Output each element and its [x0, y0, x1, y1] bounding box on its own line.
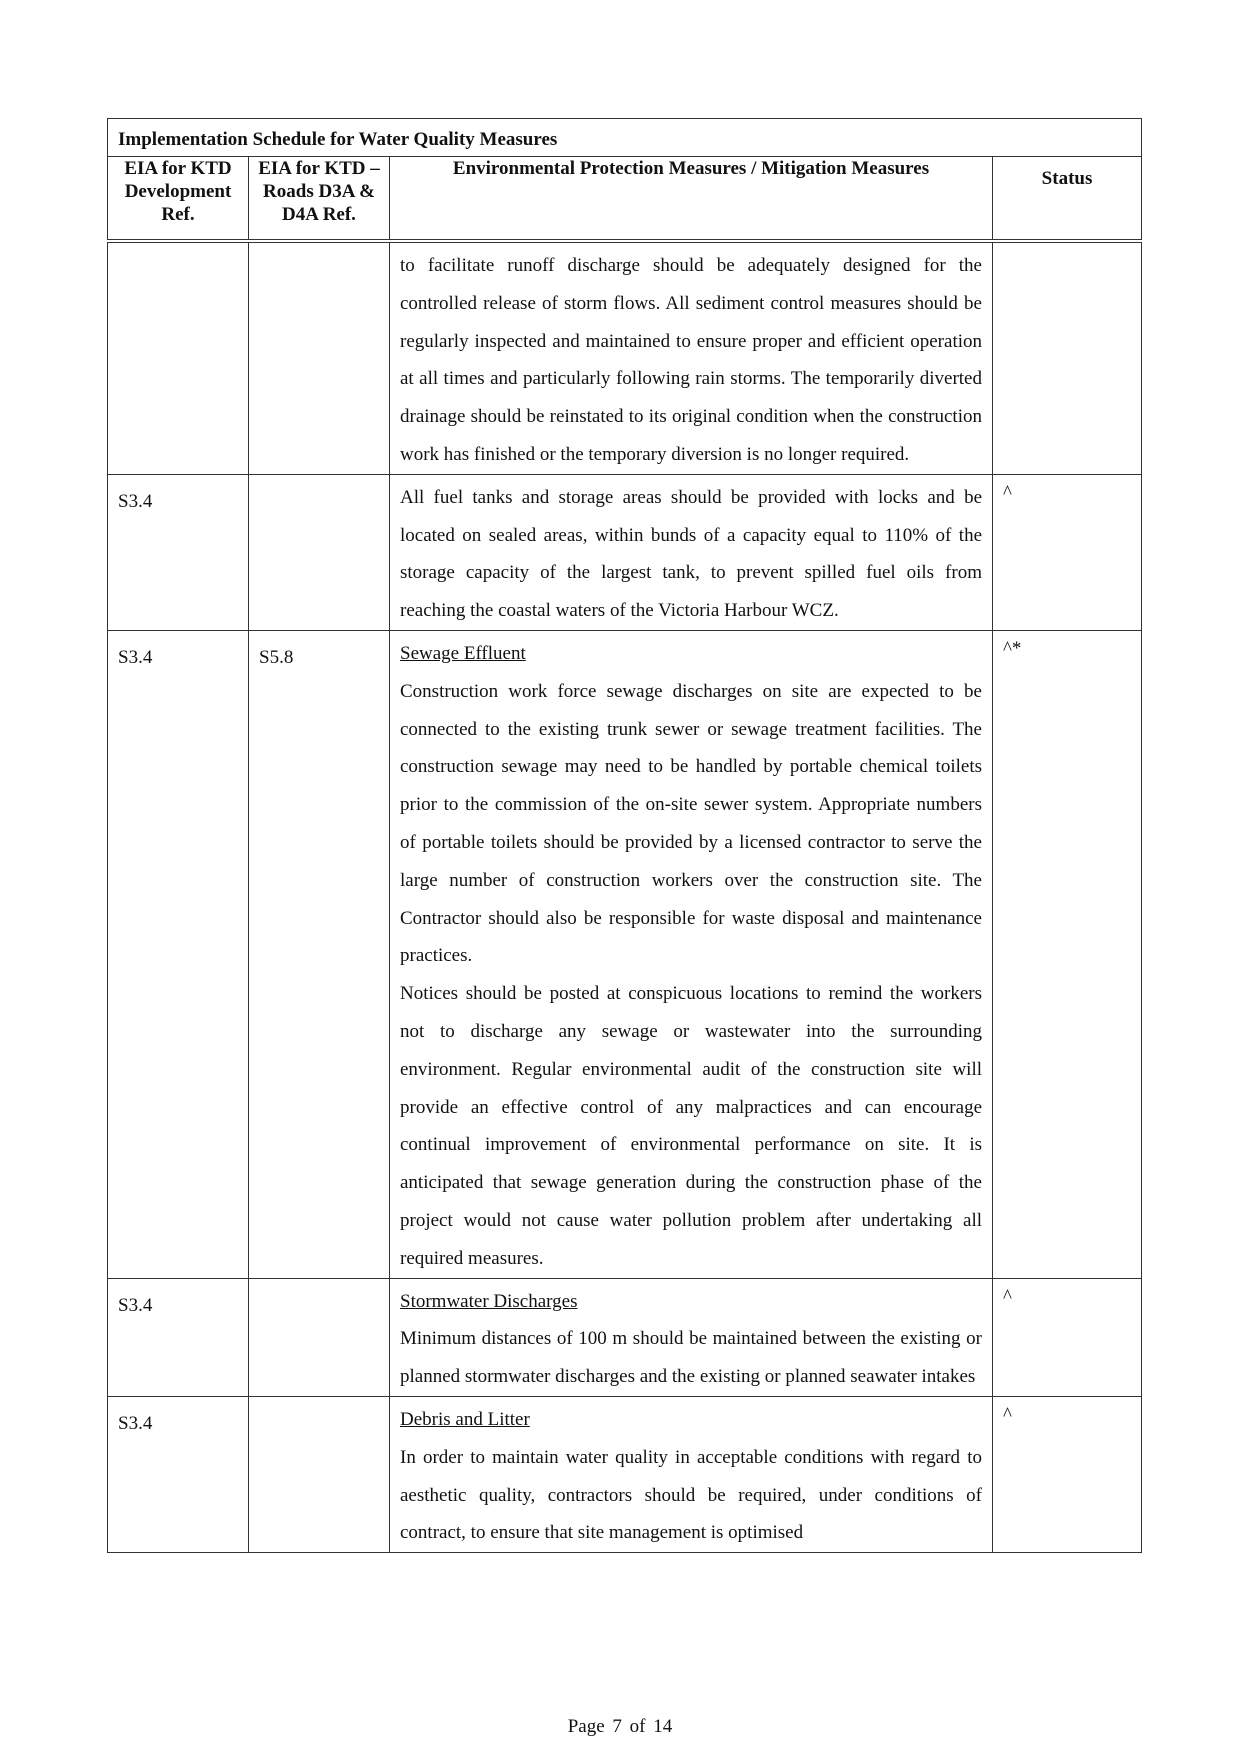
page-number: Page 7 of 14: [567, 1716, 673, 1737]
table-title: Implementation Schedule for Water Quality Measures: [108, 119, 1142, 157]
mitigation-measure-cell: [390, 1396, 993, 1552]
measure-paragraph: Notices should be posted at conspicuous locations to remind the workers not to discharge any sewage or wastewater into the surrounding environment. Regular environmental audit of the construction site will provide an effective control of any malpractices and can encourage continual improvement of environmental performance on site. It is anticipated that sewage generation during the construction phase of the project would not cause water pollution problem after undertaking all required measures.: [400, 983, 982, 1269]
ktd-development-ref-cell: S3.4: [108, 1278, 249, 1396]
mitigation-measure-cell: [390, 241, 993, 474]
implementation-schedule-table: [107, 118, 1142, 1553]
mitigation-measure-cell: [390, 630, 993, 1278]
measure-paragraph: Minimum distances of 100 m should be maintained between the existing or planned stormwater discharges and the existing or planned seawater intakes: [400, 1328, 982, 1388]
ktd-development-ref-cell: S3.4: [108, 630, 249, 1278]
ktd-development-ref-cell: [108, 241, 249, 474]
header-mitigation-measures: Environmental Protection Measures / Mitigation Measures: [390, 157, 993, 242]
ktd-development-ref-cell: S3.4: [108, 474, 249, 630]
table-row: [108, 241, 1142, 474]
table-row: [108, 1278, 1142, 1396]
ktd-roads-ref-cell: S5.8: [249, 630, 390, 1278]
measure-heading: Stormwater Discharges: [400, 1290, 578, 1312]
ktd-roads-ref-cell: [249, 241, 390, 474]
measure-paragraph: All fuel tanks and storage areas should be provided with locks and be located on sealed areas, within bunds of a capacity equal to 110% of the storage capacity of the largest tank, to prevent spilled fuel oils from reaching the coastal waters of the Victoria Harbour WCZ.: [400, 486, 982, 622]
table-header-row: [108, 157, 1142, 242]
mitigation-measure-cell: [390, 474, 993, 630]
header-ktd-development-ref: EIA for KTD Development Ref.: [108, 157, 249, 242]
ktd-roads-ref-cell: [249, 1278, 390, 1396]
header-ktd-roads-ref: EIA for KTD – Roads D3A & D4A Ref.: [249, 157, 390, 242]
status-cell: ^*: [993, 630, 1142, 1278]
status-cell: ^: [993, 474, 1142, 630]
measure-heading: Sewage Effluent: [400, 642, 526, 664]
ktd-roads-ref-cell: [249, 474, 390, 630]
table-row: [108, 474, 1142, 630]
table-row: [108, 1396, 1142, 1552]
measure-paragraph: Construction work force sewage discharges on site are expected to be connected to the existing trunk sewer or sewage treatment facilities. The construction sewage may need to be handled by portable chemical toilets prior to the commission of the on-site sewer system. Appropriate numbers of portable toilets should be provided by a licensed contractor to serve the large number of construction workers over the construction site. The Contractor should also be responsible for waste disposal and maintenance practices.: [400, 680, 982, 967]
status-cell: ^: [993, 1396, 1142, 1552]
measure-paragraph: In order to maintain water quality in acceptable conditions with regard to aesthetic quality, contractors should be required, under conditions of contract, to ensure that site management is optimised: [400, 1446, 982, 1544]
table-row: [108, 630, 1142, 1278]
mitigation-measure-cell: [390, 1278, 993, 1396]
status-cell: [993, 241, 1142, 474]
header-status: Status: [993, 157, 1142, 242]
measure-heading: Debris and Litter: [400, 1408, 530, 1430]
ktd-development-ref-cell: S3.4: [108, 1396, 249, 1552]
measure-paragraph: to facilitate runoff discharge should be adequately designed for the controlled release of storm flows. All sediment control measures should be regularly inspected and maintained to ensure proper and efficient operation at all times and particularly following rain storms. The temporarily diverted drainage should be reinstated to its original condition when the construction work has finished or the temporary diversion is no longer required.: [400, 255, 982, 465]
table-title-row: [108, 119, 1142, 157]
ktd-roads-ref-cell: [249, 1396, 390, 1552]
status-cell: ^: [993, 1278, 1142, 1396]
